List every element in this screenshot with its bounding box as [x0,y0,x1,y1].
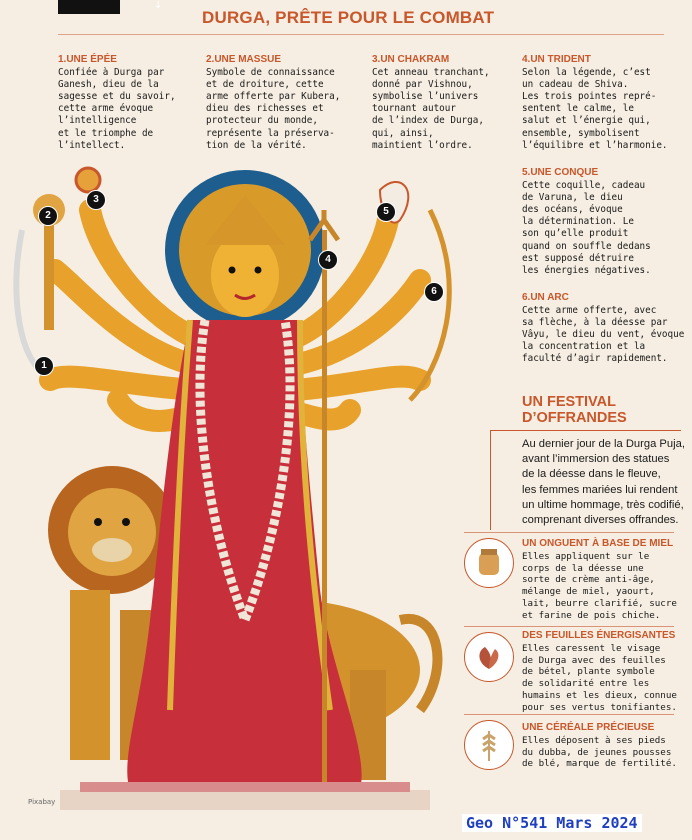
durga-statue-illustration [0,150,470,830]
arrow-down-icon: ↓ [154,0,163,11]
photo-credit: Pixabay [28,798,56,806]
marker-1: 1 [34,356,54,376]
offering-leaves [522,630,677,714]
weapon-text: Symbole de connaissance et de droiture, cette arme offerte par Kubera, dieu des richesses et protecteur du monde, représente la préserva- tion de la vérité. [206,67,341,151]
sword [16,230,40,370]
weapon-title: 3.UN CHAKRAM [372,54,450,65]
offering-text: Elles appliquent sur le corps de la déesse une sorte de crème anti-âge, mélange de miel, yaourt, lait, beurre clarifié, sucre et farine de pois chiche. [522,550,677,621]
weapon-mace [206,54,340,152]
weapon-text: Cette coquille, cadeau de Varuna, le dieu des océans, évoque la détermination. Le son qu’elle produit quand on souffle dedans est supposé détruire les énergies négatives. [522,180,651,276]
weapon-title: 1.UNE ÉPÉE [58,54,117,65]
weapon-sword [58,54,176,152]
weapon-conch [522,167,651,277]
trident-staff [322,230,327,790]
weapon-bow [522,292,684,366]
top-tab [58,0,163,14]
honey-jar-icon [464,538,514,588]
festival-title: UN FESTIVAL D’OFFRANDES [522,394,627,426]
title-rule [58,34,664,35]
festival-intro: Au dernier jour de la Durga Puja, avant l’immersion des statues de la déesse dans le fleuve, les femmes mariées lui rendent un ultime hommage, très codifié, comprenant diverses offrandes. [522,438,685,527]
pedestal [60,790,430,810]
offering-title: UN ONGUENT À BASE DE MIEL [522,538,674,549]
marker-6: 6 [424,282,444,302]
betel-leaves-icon [464,632,514,682]
offering-text: Elles caressent le visage de Durga avec des feuilles de bétel, plante symbole de solidarité entre les humains et les dieux, connue pour ses vertus tonifiantes. [522,642,677,713]
magazine-caption: Geo N°541 Mars 2024 [462,814,642,832]
marker-2: 2 [38,206,58,226]
weapon-text: Cette arme offerte, avec sa flèche, à la déesse par Vâyu, le dieu du vent, évoque la concentration et la faculté d’agir rapidement. [522,305,685,365]
weapon-title: 6.UN ARC [522,292,569,303]
offering-grain [522,722,677,770]
weapon-title: 4.UN TRIDENT [522,54,591,65]
offering-honey [522,538,677,622]
marker-4: 4 [318,250,338,270]
head [211,233,279,317]
offering-title: DES FEUILLES ÉNERGISANTES [522,630,676,641]
weapon-title: 2.UNE MASSUE [206,54,282,65]
weapon-chakram [372,54,490,152]
weapon-title: 5.UNE CONQUE [522,167,599,178]
offering-divider [464,532,674,533]
page-title: DURGA, PRÊTE POUR LE COMBAT [202,8,495,27]
wheat-icon [464,720,514,770]
weapon-trident [522,54,668,152]
offering-title: UNE CÉRÉALE PRÉCIEUSE [522,722,655,733]
offering-divider [464,626,674,627]
weapon-text: Confiée à Durga par Ganesh, dieu de la sagesse et du savoir, cette arme évoque l’intelligence et le triomphe de l’intellect. [58,67,176,151]
mace-handle [44,210,54,330]
offering-divider [464,714,674,715]
chakram [76,168,100,192]
weapon-text: Cet anneau tranchant, donné par Vishnou, symbolise l’univers tournant autour de l’index de Durga, qui, ainsi, maintient l’ordre. [372,67,490,151]
marker-3: 3 [86,190,106,210]
pedestal-lotus [80,782,410,792]
offering-text: Elles déposent à ses pieds du dubba, de jeunes pousses de blé, marque de fertilité. [522,734,677,770]
weapon-text: Selon la légende, c’est un cadeau de Shiva. Les trois pointes repré- sentent le calme, le salut et l’énergie qui, ensemble, symbolisent l’équilibre et l’harmonie. [522,67,668,151]
marker-5: 5 [376,202,396,222]
